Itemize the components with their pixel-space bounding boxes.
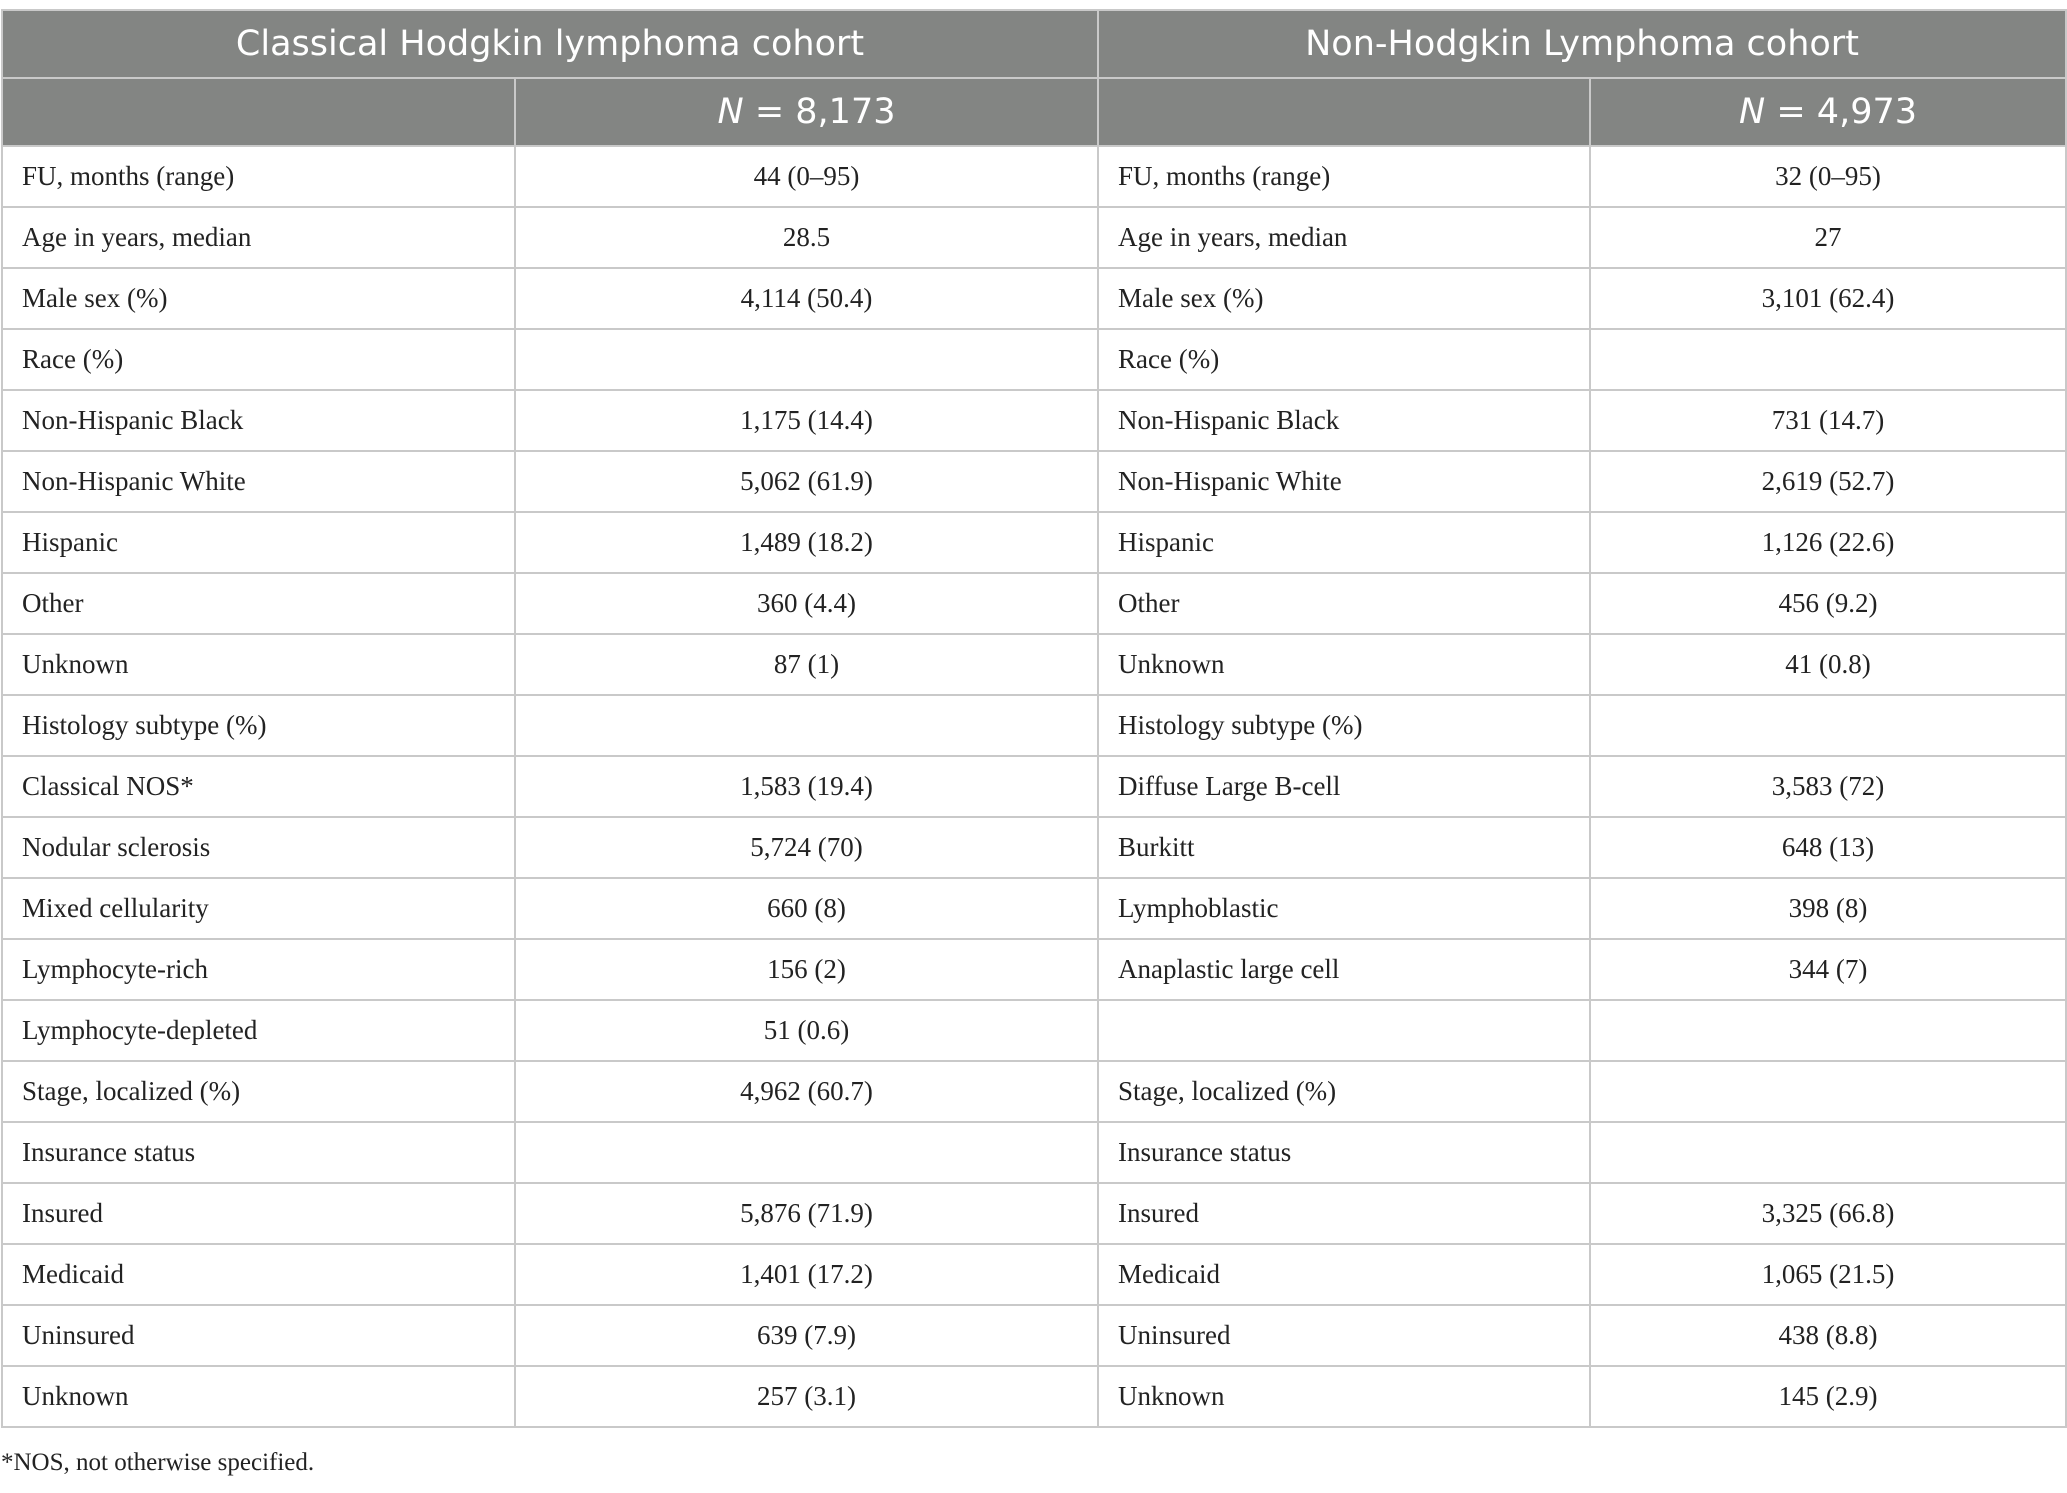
right-row-label: Unknown xyxy=(1098,634,1590,695)
right-row-label: Unknown xyxy=(1098,1366,1590,1427)
left-row-value: 5,876 (71.9) xyxy=(515,1183,1098,1244)
left-row-label: Male sex (%) xyxy=(2,268,515,329)
header-left-n xyxy=(515,78,1098,146)
n-value: = 8,173 xyxy=(743,92,896,132)
right-row-value: 3,101 (62.4) xyxy=(1590,268,2066,329)
left-row-label: Nodular sclerosis xyxy=(2,817,515,878)
right-row-label: Diffuse Large B-cell xyxy=(1098,756,1590,817)
left-row-value: 1,489 (18.2) xyxy=(515,512,1098,573)
right-row-value: 3,583 (72) xyxy=(1590,756,2066,817)
cohort-table-container xyxy=(1,9,2065,1428)
right-row-label: Race (%) xyxy=(1098,329,1590,390)
left-row-label: Stage, localized (%) xyxy=(2,1061,515,1122)
left-row-value: 28.5 xyxy=(515,207,1098,268)
right-row-label: Stage, localized (%) xyxy=(1098,1061,1590,1122)
right-row-value xyxy=(1590,695,2066,756)
left-row-label: Insured xyxy=(2,1183,515,1244)
left-row-value: 1,583 (19.4) xyxy=(515,756,1098,817)
left-row-label: Medicaid xyxy=(2,1244,515,1305)
table-row xyxy=(2,1183,2066,1244)
left-row-value: 4,114 (50.4) xyxy=(515,268,1098,329)
table-row xyxy=(2,756,2066,817)
left-row-value: 87 (1) xyxy=(515,634,1098,695)
table-row xyxy=(2,878,2066,939)
right-row-value: 398 (8) xyxy=(1590,878,2066,939)
right-row-value: 145 (2.9) xyxy=(1590,1366,2066,1427)
header-left-blank xyxy=(2,78,515,146)
right-row-label: Medicaid xyxy=(1098,1244,1590,1305)
right-row-value: 438 (8.8) xyxy=(1590,1305,2066,1366)
table-row xyxy=(2,817,2066,878)
right-row-value: 1,065 (21.5) xyxy=(1590,1244,2066,1305)
table-row xyxy=(2,1366,2066,1427)
left-row-value: 4,962 (60.7) xyxy=(515,1061,1098,1122)
right-row-label: FU, months (range) xyxy=(1098,146,1590,207)
n-symbol: N xyxy=(717,92,744,132)
left-row-label: Lymphocyte-rich xyxy=(2,939,515,1000)
right-row-value: 32 (0–95) xyxy=(1590,146,2066,207)
left-row-label: Lymphocyte-depleted xyxy=(2,1000,515,1061)
table-row xyxy=(2,1244,2066,1305)
left-row-label: Insurance status xyxy=(2,1122,515,1183)
left-row-label: Mixed cellularity xyxy=(2,878,515,939)
table-row xyxy=(2,451,2066,512)
left-row-value: 51 (0.6) xyxy=(515,1000,1098,1061)
table-row xyxy=(2,512,2066,573)
n-value: = 4,973 xyxy=(1765,92,1917,132)
table-footnote: *NOS, not otherwise specified. xyxy=(1,1449,315,1476)
left-row-value: 1,175 (14.4) xyxy=(515,390,1098,451)
right-row-value xyxy=(1590,1061,2066,1122)
table-row xyxy=(2,1000,2066,1061)
left-row-value: 44 (0–95) xyxy=(515,146,1098,207)
left-row-value xyxy=(515,1122,1098,1183)
left-row-label: Other xyxy=(2,573,515,634)
header-row-cohorts xyxy=(2,10,2066,78)
right-row-value xyxy=(1590,1122,2066,1183)
right-row-label: Anaplastic large cell xyxy=(1098,939,1590,1000)
left-row-label: Race (%) xyxy=(2,329,515,390)
right-row-label: Other xyxy=(1098,573,1590,634)
header-right-blank xyxy=(1098,78,1590,146)
table-row xyxy=(2,939,2066,1000)
left-row-label: Non-Hispanic White xyxy=(2,451,515,512)
table-row xyxy=(2,634,2066,695)
left-row-value: 5,062 (61.9) xyxy=(515,451,1098,512)
right-row-value: 344 (7) xyxy=(1590,939,2066,1000)
right-row-label xyxy=(1098,1000,1590,1061)
right-row-label: Age in years, median xyxy=(1098,207,1590,268)
table-row xyxy=(2,207,2066,268)
table-row xyxy=(2,573,2066,634)
left-row-value: 257 (3.1) xyxy=(515,1366,1098,1427)
right-row-label: Insurance status xyxy=(1098,1122,1590,1183)
left-row-value xyxy=(515,329,1098,390)
right-row-label: Uninsured xyxy=(1098,1305,1590,1366)
left-row-label: Classical NOS* xyxy=(2,756,515,817)
right-row-label: Lymphoblastic xyxy=(1098,878,1590,939)
right-row-value: 1,126 (22.6) xyxy=(1590,512,2066,573)
left-row-value: 1,401 (17.2) xyxy=(515,1244,1098,1305)
right-row-value: 731 (14.7) xyxy=(1590,390,2066,451)
right-row-value: 2,619 (52.7) xyxy=(1590,451,2066,512)
right-row-value: 27 xyxy=(1590,207,2066,268)
left-row-label: Age in years, median xyxy=(2,207,515,268)
left-row-value: 660 (8) xyxy=(515,878,1098,939)
table-row xyxy=(2,146,2066,207)
header-right-cohort: Non-Hodgkin Lymphoma cohort xyxy=(1098,10,2066,78)
table-body xyxy=(2,146,2066,1427)
header-right-n xyxy=(1590,78,2066,146)
table-row xyxy=(2,1122,2066,1183)
left-row-label: Hispanic xyxy=(2,512,515,573)
table-row xyxy=(2,390,2066,451)
cohort-characteristics-table xyxy=(1,9,2067,1428)
left-row-value: 5,724 (70) xyxy=(515,817,1098,878)
right-row-label: Male sex (%) xyxy=(1098,268,1590,329)
table-row xyxy=(2,329,2066,390)
left-row-label: FU, months (range) xyxy=(2,146,515,207)
right-row-label: Non-Hispanic Black xyxy=(1098,390,1590,451)
right-row-label: Insured xyxy=(1098,1183,1590,1244)
n-symbol: N xyxy=(1739,92,1766,132)
right-row-label: Hispanic xyxy=(1098,512,1590,573)
right-row-value: 41 (0.8) xyxy=(1590,634,2066,695)
right-row-value: 648 (13) xyxy=(1590,817,2066,878)
left-row-label: Non-Hispanic Black xyxy=(2,390,515,451)
left-row-label: Unknown xyxy=(2,1366,515,1427)
right-row-value: 3,325 (66.8) xyxy=(1590,1183,2066,1244)
left-row-label: Histology subtype (%) xyxy=(2,695,515,756)
right-row-label: Non-Hispanic White xyxy=(1098,451,1590,512)
left-row-label: Unknown xyxy=(2,634,515,695)
right-row-value xyxy=(1590,329,2066,390)
left-row-value: 360 (4.4) xyxy=(515,573,1098,634)
right-row-value xyxy=(1590,1000,2066,1061)
left-row-value: 639 (7.9) xyxy=(515,1305,1098,1366)
right-row-label: Burkitt xyxy=(1098,817,1590,878)
right-row-value: 456 (9.2) xyxy=(1590,573,2066,634)
header-left-cohort: Classical Hodgkin lymphoma cohort xyxy=(2,10,1098,78)
left-row-value xyxy=(515,695,1098,756)
header-row-n xyxy=(2,78,2066,146)
left-row-value: 156 (2) xyxy=(515,939,1098,1000)
table-row xyxy=(2,1305,2066,1366)
table-row xyxy=(2,695,2066,756)
right-row-label: Histology subtype (%) xyxy=(1098,695,1590,756)
table-row xyxy=(2,1061,2066,1122)
left-row-label: Uninsured xyxy=(2,1305,515,1366)
table-row xyxy=(2,268,2066,329)
